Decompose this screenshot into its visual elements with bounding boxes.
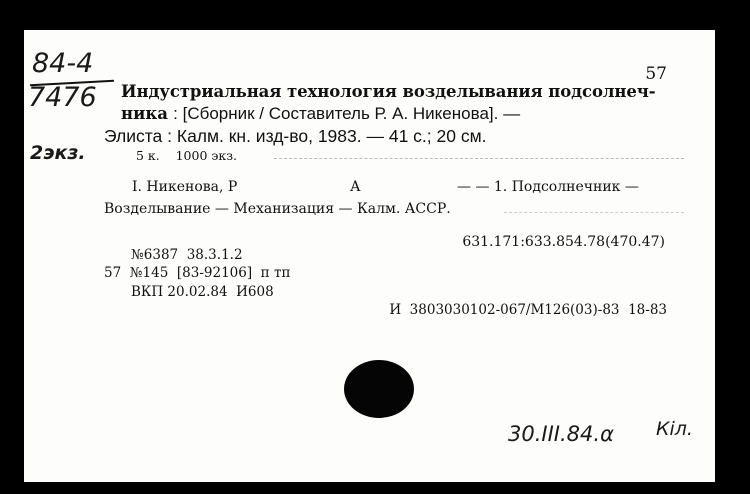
- code-line-2: 57 №145 [83-92106] п тп: [104, 265, 291, 281]
- udc-number: 631.171:633.854.78(470.47): [462, 234, 665, 250]
- title-line-2-rest: : [Сборник / Составитель Р. А. Никенова]. —: [173, 104, 521, 123]
- price-run: 5 к. 1000 экз.: [136, 148, 237, 163]
- tracing-right: — — 1. Подсолнечник —: [457, 179, 639, 195]
- title-line-2: [121, 104, 520, 124]
- handwritten-date: [508, 422, 614, 446]
- code-line-3: ВКП 20.02.84 И608: [131, 284, 274, 300]
- call-number-top: 84-4: [32, 48, 94, 79]
- call-number-bottom: 7476: [28, 82, 97, 113]
- code-line-1: №6387 38.3.1.2: [131, 247, 243, 263]
- subjects-line: Возделывание — Механизация — Калм. АССР.: [104, 201, 451, 217]
- catalog-card: [24, 30, 715, 482]
- handwritten-date-text: 30.III.84.: [508, 422, 601, 446]
- handwritten-flourish-icon: α: [600, 422, 614, 446]
- subjects-dotted-rule: [504, 212, 684, 213]
- punch-hole: [344, 360, 414, 418]
- tracing-mid: А: [350, 179, 361, 195]
- tracing-left: I. Никенова, Р: [132, 179, 238, 195]
- title-line-1: Индустриальная технология возделывания подсолнеч-: [121, 82, 656, 101]
- price-dotted-rule: [274, 158, 684, 159]
- copies-note: 2экз.: [30, 142, 86, 164]
- page-number: 57: [645, 64, 667, 84]
- handwritten-initials: Кіл.: [656, 418, 693, 440]
- isbn-line: И 3803030102-067/М126(03)-83 18-83: [389, 302, 667, 318]
- imprint: Элиста : Калм. кн. изд-во, 1983. — 41 с.; 20 см.: [104, 126, 487, 146]
- title-line-2-bold: ника: [121, 104, 168, 123]
